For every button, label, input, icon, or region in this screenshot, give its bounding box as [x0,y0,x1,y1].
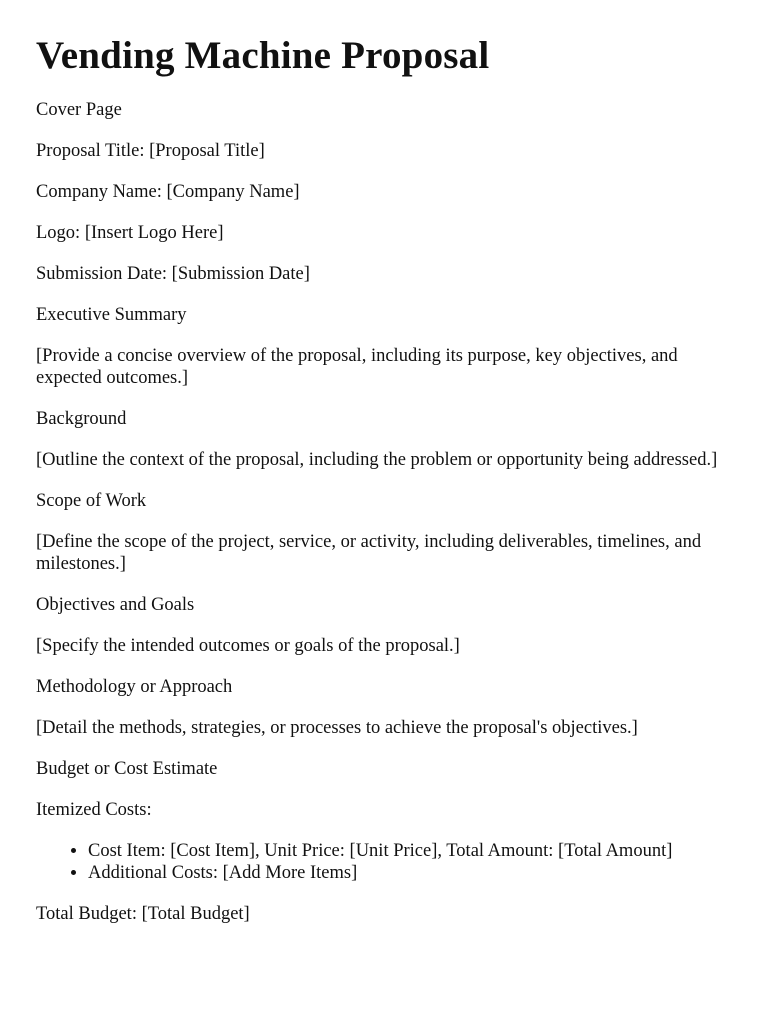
background-heading: Background [36,408,127,429]
document-title: Vending Machine Proposal [36,34,490,77]
cost-item-list [36,840,734,884]
budget-heading: Budget or Cost Estimate [36,758,218,779]
executive-summary-body: [Provide a concise overview of the proposal, including its purpose, key objectives, and expected outcomes.] [36,345,678,388]
methodology-body: [Detail the methods, strategies, or processes to achieve the proposal's objectives.] [36,717,638,738]
objectives-heading: Objectives and Goals [36,594,195,615]
executive-summary-heading: Executive Summary [36,304,187,325]
scope-of-work-body: [Define the scope of the project, service, or activity, including deliverables, timelines, and milestones.] [36,531,702,574]
objectives-body: [Specify the intended outcomes or goals of the proposal.] [36,635,460,656]
total-budget-field: Total Budget: [Total Budget] [36,903,250,924]
proposal-title-field: Proposal Title: [Proposal Title] [36,140,265,161]
methodology-heading: Methodology or Approach [36,676,233,697]
scope-of-work-heading: Scope of Work [36,490,147,511]
company-name-field: Company Name: [Company Name] [36,181,300,202]
cost-item-entry: • Cost Item: [Cost Item], Unit Price: [Unit Price], Total Amount: [Total Amount] [88,840,688,862]
submission-date-field: Submission Date: [Submission Date] [36,263,310,284]
logo-field: Logo: [Insert Logo Here] [36,222,224,243]
background-body: [Outline the context of the proposal, including the problem or opportunity being addressed.] [36,449,718,470]
additional-costs-entry: • Additional Costs: [Add More Items] [88,862,688,884]
itemized-costs-label: Itemized Costs: [36,799,152,820]
cover-page-heading: Cover Page [36,99,122,120]
